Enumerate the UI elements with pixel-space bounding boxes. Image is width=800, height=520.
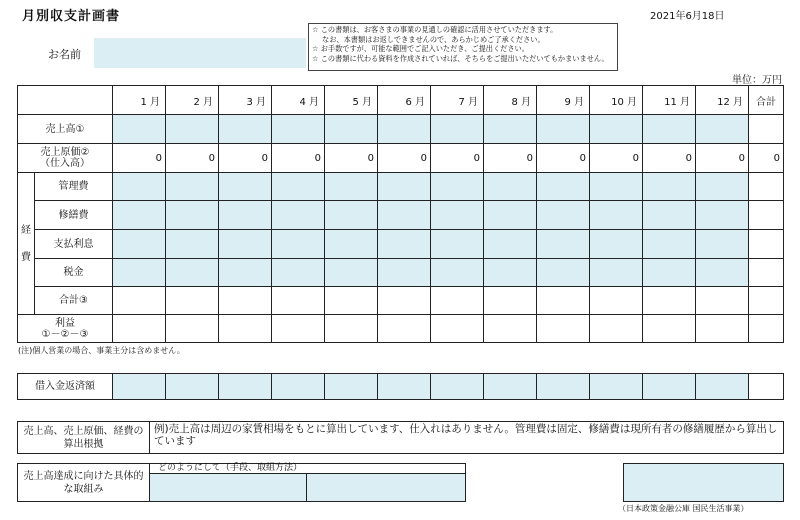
profit-cell xyxy=(219,315,272,343)
initiatives-input[interactable] xyxy=(307,474,466,502)
initiatives-header-row xyxy=(18,464,784,474)
sales-cell[interactable] xyxy=(166,115,219,144)
page-title: 月別収支計画書 xyxy=(22,9,121,24)
cogs-total-cell: 0 xyxy=(749,144,784,173)
total-header: 合計 xyxy=(749,86,784,115)
instruction-line: なお、本書類はお返しできませんので、あらかじめご了承ください。 xyxy=(322,34,545,44)
cogs-cell[interactable]: 0 xyxy=(166,144,219,173)
expense-sum-cell xyxy=(166,287,219,315)
loan-cell[interactable] xyxy=(272,374,325,400)
expense-cell[interactable] xyxy=(166,230,219,259)
loan-cell[interactable] xyxy=(325,374,378,400)
expense-cell[interactable] xyxy=(537,230,590,259)
expense-cell[interactable] xyxy=(325,259,378,287)
initiatives-input[interactable] xyxy=(150,474,307,502)
profit-cell xyxy=(272,315,325,343)
initiatives-subheader: どのようにして（手段、取組方法） xyxy=(150,464,466,474)
issuer-credit: （日本政策金融公庫 国民生活事業） xyxy=(618,504,749,513)
month-header-row xyxy=(18,86,784,115)
expense-label: 支払利息 xyxy=(35,230,113,259)
expense-sum-cell xyxy=(378,287,431,315)
loan-cell[interactable] xyxy=(696,374,749,400)
cogs-cell[interactable]: 0 xyxy=(325,144,378,173)
profit-cell xyxy=(696,315,749,343)
expense-group-char: 経 xyxy=(21,224,31,236)
basis-row xyxy=(18,422,784,454)
month-header: 6 月 xyxy=(378,86,431,115)
expense-cell[interactable] xyxy=(537,201,590,230)
sales-cell[interactable] xyxy=(484,115,537,144)
loan-cell[interactable] xyxy=(537,374,590,400)
expense-cell[interactable] xyxy=(113,230,166,259)
loan-cell[interactable] xyxy=(643,374,696,400)
month-header: 10 月 xyxy=(590,86,643,115)
expense-group-label xyxy=(18,173,35,315)
expense-sum-cell xyxy=(325,287,378,315)
expense-sum-cell xyxy=(484,287,537,315)
profit-cell xyxy=(113,315,166,343)
profit-cell xyxy=(643,315,696,343)
expense-sum-cell xyxy=(431,287,484,315)
month-header: 2 月 xyxy=(166,86,219,115)
loan-cell[interactable] xyxy=(378,374,431,400)
cogs-row xyxy=(18,144,784,173)
expense-cell[interactable] xyxy=(113,173,166,201)
expense-cell[interactable] xyxy=(166,201,219,230)
expense-cell[interactable] xyxy=(590,230,643,259)
corner-cell xyxy=(18,86,113,115)
expense-cell[interactable] xyxy=(590,173,643,201)
expense-cell[interactable] xyxy=(378,201,431,230)
profit-cell xyxy=(378,315,431,343)
cogs-cell[interactable]: 0 xyxy=(696,144,749,173)
sales-cell[interactable] xyxy=(537,115,590,144)
expense-cell[interactable] xyxy=(643,201,696,230)
expense-cell[interactable] xyxy=(272,230,325,259)
expense-cell[interactable] xyxy=(643,230,696,259)
loan-cell[interactable] xyxy=(219,374,272,400)
month-header: 11 月 xyxy=(643,86,696,115)
sales-total-cell xyxy=(749,115,784,144)
profit-label-line: 利益 xyxy=(55,317,75,329)
expense-cell[interactable] xyxy=(696,259,749,287)
expense-cell[interactable] xyxy=(590,201,643,230)
expense-label: 管理費 xyxy=(35,173,113,201)
expense-cell[interactable] xyxy=(378,230,431,259)
expense-cell[interactable] xyxy=(325,173,378,201)
loan-label: 借入金返済額 xyxy=(18,374,113,400)
month-header: 12 月 xyxy=(696,86,749,115)
expense-cell[interactable] xyxy=(325,230,378,259)
cogs-cell[interactable]: 0 xyxy=(431,144,484,173)
expense-cell[interactable] xyxy=(166,173,219,201)
profit-label xyxy=(18,315,113,343)
cogs-cell[interactable]: 0 xyxy=(484,144,537,173)
expense-cell[interactable] xyxy=(166,259,219,287)
month-header: 7 月 xyxy=(431,86,484,115)
cogs-cell[interactable]: 0 xyxy=(643,144,696,173)
initiatives-input[interactable] xyxy=(624,464,784,502)
loan-cell[interactable] xyxy=(166,374,219,400)
expense-cell[interactable] xyxy=(537,173,590,201)
sales-cell[interactable] xyxy=(431,115,484,144)
profit-cell xyxy=(325,315,378,343)
sales-cell[interactable] xyxy=(219,115,272,144)
expense-cell[interactable] xyxy=(537,259,590,287)
sales-row xyxy=(18,115,784,144)
sales-cell[interactable] xyxy=(113,115,166,144)
expense-cell[interactable] xyxy=(219,201,272,230)
expense-cell[interactable] xyxy=(696,201,749,230)
instruction-line: ☆ この書類に代わる資料を作成されていれば、そちらをご提出いただいてもかまいません。 xyxy=(312,53,609,63)
unit-label: 単位：万円 xyxy=(732,75,782,86)
loan-cell[interactable] xyxy=(113,374,166,400)
cogs-cell[interactable]: 0 xyxy=(537,144,590,173)
loan-cell[interactable] xyxy=(484,374,537,400)
month-header: 3 月 xyxy=(219,86,272,115)
calculation-basis-table xyxy=(17,421,784,454)
expense-cell[interactable] xyxy=(484,173,537,201)
sales-cell[interactable] xyxy=(643,115,696,144)
expense-total-cell xyxy=(749,201,784,230)
expense-cell[interactable] xyxy=(219,230,272,259)
cogs-label-line: 売上原価② xyxy=(40,147,90,158)
cogs-cell[interactable]: 0 xyxy=(272,144,325,173)
footnote: (注)個人営業の場合、事業主分は含めません。 xyxy=(18,346,185,355)
expense-cell[interactable] xyxy=(378,173,431,201)
loan-total-cell xyxy=(749,374,784,400)
cogs-label xyxy=(18,144,113,173)
expense-total-label: 合計③ xyxy=(35,287,113,315)
profit-cell xyxy=(431,315,484,343)
expense-cell[interactable] xyxy=(643,259,696,287)
expense-cell[interactable] xyxy=(272,201,325,230)
profit-cell xyxy=(749,315,784,343)
sales-cell[interactable] xyxy=(325,115,378,144)
expense-label: 税金 xyxy=(35,259,113,287)
expense-cell[interactable] xyxy=(219,259,272,287)
sales-cell[interactable] xyxy=(378,115,431,144)
month-header: 5 月 xyxy=(325,86,378,115)
sales-label: 売上高① xyxy=(18,115,113,144)
expense-cell[interactable] xyxy=(431,230,484,259)
name-label: お名前 xyxy=(48,48,81,61)
profit-label-line: ①－②－③ xyxy=(41,328,89,340)
document-date: 2021年6月18日 xyxy=(650,11,725,22)
expense-cell[interactable] xyxy=(643,173,696,201)
month-header: 4 月 xyxy=(272,86,325,115)
expense-cell[interactable] xyxy=(484,259,537,287)
expense-cell[interactable] xyxy=(484,230,537,259)
basis-label: 売上高、売上原価、経費の算出根拠 xyxy=(18,422,150,454)
profit-cell xyxy=(590,315,643,343)
monthly-plan-table xyxy=(17,85,784,343)
expense-cell[interactable] xyxy=(484,201,537,230)
profit-cell xyxy=(484,315,537,343)
expense-total-cell xyxy=(749,230,784,259)
month-header: 1 月 xyxy=(113,86,166,115)
expense-sum-cell xyxy=(113,287,166,315)
loan-cell[interactable] xyxy=(431,374,484,400)
expense-cell[interactable] xyxy=(431,173,484,201)
basis-text[interactable]: 例)売上高は周辺の家賃相場をもとに算出しています、仕入れはありません。管理費は固定、修繕費は現所有者の修繕履歴から算出しています xyxy=(150,422,784,454)
instructions-box xyxy=(308,23,618,71)
initiatives-blank-cell xyxy=(466,464,624,502)
expense-sum-cell xyxy=(590,287,643,315)
expense-row xyxy=(18,201,784,230)
expense-sum-cell xyxy=(696,287,749,315)
sales-cell[interactable] xyxy=(696,115,749,144)
expense-cell[interactable] xyxy=(272,173,325,201)
profit-cell xyxy=(166,315,219,343)
expense-cell[interactable] xyxy=(325,201,378,230)
expense-sum-cell xyxy=(537,287,590,315)
expense-cell[interactable] xyxy=(696,173,749,201)
expense-sum-cell xyxy=(219,287,272,315)
profit-cell xyxy=(537,315,590,343)
sales-cell[interactable] xyxy=(272,115,325,144)
expense-row xyxy=(18,173,784,201)
expense-cell[interactable] xyxy=(431,259,484,287)
instruction-line: ☆ この書類は、お客さまの事業の見通しの確認に活用させていただきます。 xyxy=(312,25,558,34)
loan-row xyxy=(18,374,784,400)
expense-cell[interactable] xyxy=(219,173,272,201)
sales-cell[interactable] xyxy=(590,115,643,144)
expense-label: 修繕費 xyxy=(35,201,113,230)
expense-cell[interactable] xyxy=(113,259,166,287)
expense-cell[interactable] xyxy=(590,259,643,287)
initiatives-table xyxy=(17,463,784,502)
initiatives-label: 売上高達成に向けた具体的な取組み xyxy=(18,464,150,502)
expense-total-cell xyxy=(749,173,784,201)
expense-sum-cell xyxy=(643,287,696,315)
expense-group-char: 費 xyxy=(21,251,31,263)
expense-total-cell xyxy=(749,259,784,287)
expense-row xyxy=(18,230,784,259)
expense-cell[interactable] xyxy=(378,259,431,287)
month-header: 8 月 xyxy=(484,86,537,115)
expense-total-row xyxy=(18,287,784,315)
expense-cell[interactable] xyxy=(431,201,484,230)
expense-cell[interactable] xyxy=(272,259,325,287)
expense-cell[interactable] xyxy=(696,230,749,259)
cogs-cell[interactable]: 0 xyxy=(590,144,643,173)
loan-cell[interactable] xyxy=(590,374,643,400)
expense-cell[interactable] xyxy=(113,201,166,230)
cogs-cell[interactable]: 0 xyxy=(378,144,431,173)
profit-row xyxy=(18,315,784,343)
expense-sum-cell xyxy=(749,287,784,315)
cogs-label-line: （仕入高） xyxy=(40,158,90,169)
instruction-line: ☆ お手数ですが、可能な範囲でご記入いただき、ご提出ください。 xyxy=(312,44,529,53)
cogs-cell[interactable]: 0 xyxy=(113,144,166,173)
month-header: 9 月 xyxy=(537,86,590,115)
expense-row xyxy=(18,259,784,287)
expense-sum-cell xyxy=(272,287,325,315)
cogs-cell[interactable]: 0 xyxy=(219,144,272,173)
loan-repayment-table xyxy=(17,373,784,400)
name-input[interactable] xyxy=(94,38,306,68)
